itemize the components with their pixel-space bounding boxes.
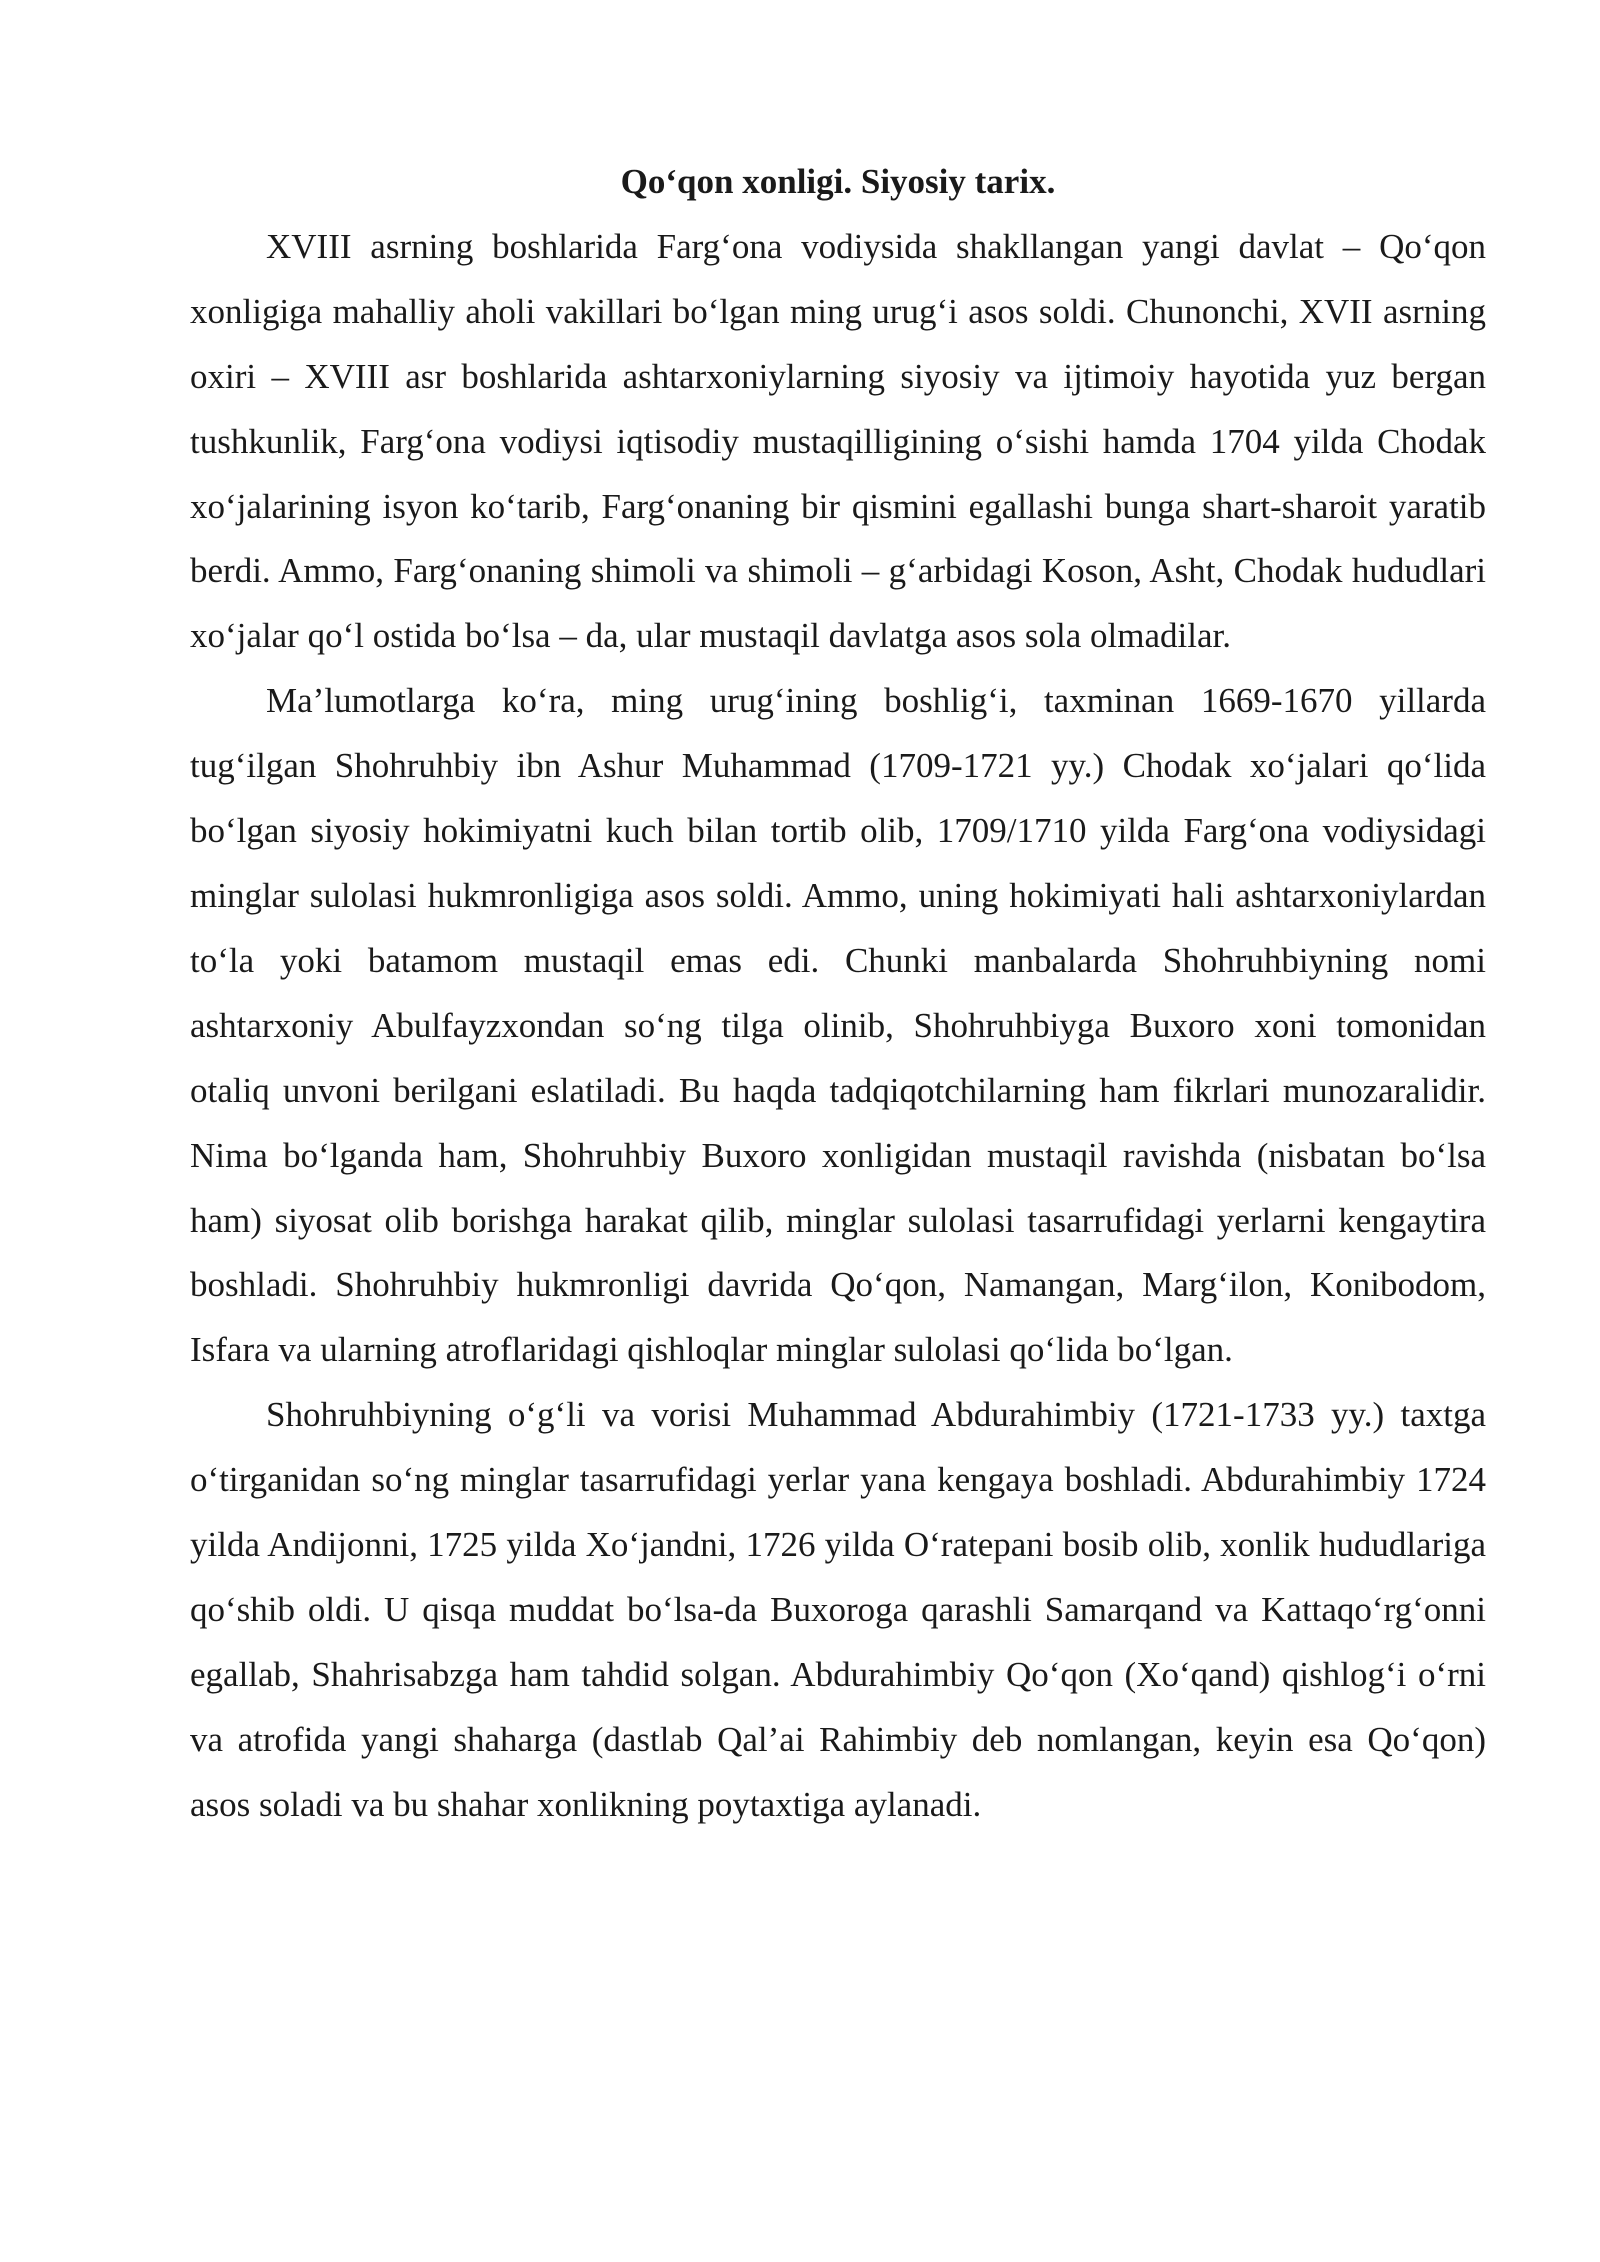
- document-page: [190, 150, 1486, 1838]
- paragraph-3: Shohruhbiyning o‘g‘li va vorisi Muhammad Abdurahimbiy (1721-1733 yy.) taxtga o‘tirganidan so‘ng minglar tasarrufidagi yerlar yana kengaya boshladi. Abdurahimbiy 1724 yilda Andijonni, 1725 yilda Xo‘jandni, 1726 yilda O‘ratepani bosib olib, xonlik hududlariga qo‘shib oldi. U qisqa muddat bo‘lsa-da Buxoroga qarashli Samarqand va Kattaqo‘rg‘onni egallab, Shahrisabzga ham tahdid solgan. Abdurahimbiy Qo‘qon (Xo‘qand) qishlog‘i o‘rni va atrofida yangi shaharga (dastlab Qal’ai Rahimbiy deb nomlangan, keyin esa Qo‘qon) asos soladi va bu shahar xonlikning poytaxtiga aylanadi.: [190, 1395, 1486, 1824]
- document-title: Qo‘qon xonligi. Siyosiy tarix.: [620, 162, 1056, 201]
- paragraph-2: Ma’lumotlarga ko‘ra, ming urug‘ining boshlig‘i, taxminan 1669-1670 yillarda tug‘ilgan Shohruhbiy ibn Ashur Muhammad (1709-1721 yy.) Chodak xo‘jalari qo‘lida bo‘lgan siyosiy hokimiyatni kuch bilan tortib olib, 1709/1710 yilda Farg‘ona vodiysidagi minglar sulolasi hukmronligiga asos soldi. Ammo, uning hokimiyati hali ashtarxoniylardan to‘la yoki batamom mustaqil emas edi. Chunki manbalarda Shohruhbiyning nomi ashtarxoniy Abulfayzxondan so‘ng tilga olinib, Shohruhbiyga Buxoro xoni tomonidan otaliq unvoni berilgani eslatiladi. Bu haqda tadqiqotchilarning ham fikrlari munozaralidir. Nima bo‘lganda ham, Shohruhbiy Buxoro xonligidan mustaqil ravishda (nisbatan bo‘lsa ham) siyosat olib borishga harakat qilib, minglar sulolasi tasarrufidagi yerlarni kengaytira boshladi. Shohruhbiy hukmronligi davrida Qo‘qon, Namangan, Marg‘ilon, Konibodom, Isfara va ularning atroflaridagi qishloqlar minglar sulolasi qo‘lida bo‘lgan.: [190, 681, 1486, 1370]
- paragraph-1: XVIII asrning boshlarida Farg‘ona vodiysida shakllangan yangi davlat – Qo‘qon xonligiga mahalliy aholi vakillari bo‘lgan ming urug‘i asos soldi. Chunonchi, XVII asrning oxiri – XVIII asr boshlarida ashtarxoniylarning siyosiy va ijtimoiy hayotida yuz bergan tushkunlik, Farg‘ona vodiysi iqtisodiy mustaqilligining o‘sishi hamda 1704 yilda Chodak xo‘jalarining isyon ko‘tarib, Farg‘onaning bir qismini egallashi bunga shart-sharoit yaratib berdi. Ammo, Farg‘onaning shimoli va shimoli – g‘arbidagi Koson, Asht, Chodak hududlari xo‘jalar qo‘l ostida bo‘lsa – da, ular mustaqil davlatga asos sola olmadilar.: [190, 226, 1486, 656]
